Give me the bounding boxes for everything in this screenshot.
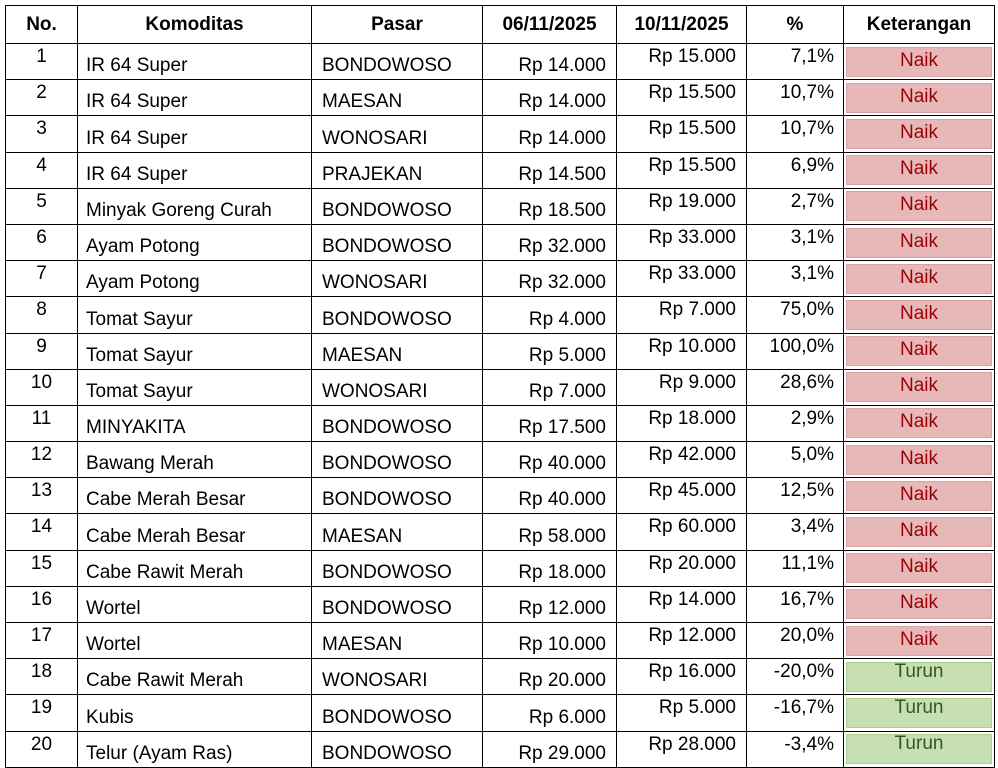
header-percent: %	[747, 6, 844, 44]
cell-pasar: BONDOWOSO	[312, 695, 483, 731]
cell-harga-10-11: Rp 15.000	[617, 44, 747, 80]
cell-no: 1	[6, 44, 78, 80]
table-row	[6, 80, 995, 116]
cell-komoditas: Kubis	[78, 695, 312, 731]
cell-pasar: WONOSARI	[312, 659, 483, 695]
cell-harga-06-11: Rp 29.000	[483, 731, 617, 767]
table-row	[6, 731, 995, 767]
cell-no: 2	[6, 80, 78, 116]
cell-komoditas: IR 64 Super	[78, 80, 312, 116]
cell-keterangan	[844, 224, 995, 260]
cell-pasar: WONOSARI	[312, 369, 483, 405]
cell-keterangan	[844, 369, 995, 405]
cell-komoditas: Wortel	[78, 623, 312, 659]
cell-pasar: BONDOWOSO	[312, 442, 483, 478]
status-badge-naik: Naik	[846, 300, 992, 330]
status-badge-naik: Naik	[846, 83, 992, 113]
header-pasar: Pasar	[312, 6, 483, 44]
cell-no: 11	[6, 405, 78, 441]
cell-harga-10-11: Rp 7.000	[617, 297, 747, 333]
status-badge-naik: Naik	[846, 481, 992, 511]
table-row	[6, 188, 995, 224]
cell-harga-10-11: Rp 14.000	[617, 586, 747, 622]
cell-komoditas: MINYAKITA	[78, 405, 312, 441]
cell-percent: 6,9%	[747, 152, 844, 188]
cell-pasar: MAESAN	[312, 80, 483, 116]
cell-percent: 11,1%	[747, 550, 844, 586]
cell-harga-10-11: Rp 20.000	[617, 550, 747, 586]
cell-keterangan	[844, 116, 995, 152]
cell-percent: 10,7%	[747, 116, 844, 152]
cell-harga-10-11: Rp 16.000	[617, 659, 747, 695]
cell-harga-10-11: Rp 18.000	[617, 405, 747, 441]
cell-pasar: BONDOWOSO	[312, 478, 483, 514]
cell-pasar: BONDOWOSO	[312, 731, 483, 767]
cell-komoditas: IR 64 Super	[78, 116, 312, 152]
cell-keterangan	[844, 152, 995, 188]
cell-percent: -20,0%	[747, 659, 844, 695]
cell-harga-06-11: Rp 14.000	[483, 80, 617, 116]
cell-percent: 75,0%	[747, 297, 844, 333]
cell-percent: 28,6%	[747, 369, 844, 405]
cell-keterangan	[844, 514, 995, 550]
header-date-1: 06/11/2025	[483, 6, 617, 44]
cell-harga-10-11: Rp 33.000	[617, 261, 747, 297]
cell-keterangan	[844, 442, 995, 478]
cell-pasar: WONOSARI	[312, 261, 483, 297]
cell-percent: 3,4%	[747, 514, 844, 550]
cell-harga-06-11: Rp 10.000	[483, 623, 617, 659]
cell-no: 10	[6, 369, 78, 405]
status-badge-turun: Turun	[846, 734, 992, 764]
table-row	[6, 44, 995, 80]
cell-keterangan	[844, 695, 995, 731]
cell-harga-06-11: Rp 14.000	[483, 44, 617, 80]
status-badge-naik: Naik	[846, 408, 992, 438]
cell-komoditas: IR 64 Super	[78, 152, 312, 188]
cell-no: 5	[6, 188, 78, 224]
cell-harga-10-11: Rp 15.500	[617, 116, 747, 152]
cell-harga-06-11: Rp 40.000	[483, 478, 617, 514]
cell-percent: -3,4%	[747, 731, 844, 767]
cell-pasar: MAESAN	[312, 623, 483, 659]
cell-percent: 20,0%	[747, 623, 844, 659]
cell-harga-06-11: Rp 14.000	[483, 116, 617, 152]
cell-no: 7	[6, 261, 78, 297]
status-badge-turun: Turun	[846, 662, 992, 692]
cell-harga-06-11: Rp 14.500	[483, 152, 617, 188]
table-row	[6, 550, 995, 586]
cell-no: 18	[6, 659, 78, 695]
table-row	[6, 405, 995, 441]
cell-harga-06-11: Rp 32.000	[483, 261, 617, 297]
table-row	[6, 333, 995, 369]
status-badge-naik: Naik	[846, 47, 992, 77]
cell-pasar: PRAJEKAN	[312, 152, 483, 188]
cell-harga-10-11: Rp 60.000	[617, 514, 747, 550]
cell-komoditas: Wortel	[78, 586, 312, 622]
cell-no: 4	[6, 152, 78, 188]
cell-percent: 5,0%	[747, 442, 844, 478]
cell-komoditas: Minyak Goreng Curah	[78, 188, 312, 224]
cell-keterangan	[844, 478, 995, 514]
cell-no: 12	[6, 442, 78, 478]
cell-keterangan	[844, 333, 995, 369]
cell-percent: 12,5%	[747, 478, 844, 514]
cell-harga-10-11: Rp 42.000	[617, 442, 747, 478]
cell-percent: -16,7%	[747, 695, 844, 731]
cell-pasar: BONDOWOSO	[312, 586, 483, 622]
cell-pasar: BONDOWOSO	[312, 405, 483, 441]
table-row	[6, 623, 995, 659]
cell-komoditas: Cabe Rawit Merah	[78, 659, 312, 695]
cell-harga-06-11: Rp 17.500	[483, 405, 617, 441]
cell-harga-06-11: Rp 40.000	[483, 442, 617, 478]
cell-percent: 3,1%	[747, 224, 844, 260]
status-badge-naik: Naik	[846, 155, 992, 185]
cell-no: 19	[6, 695, 78, 731]
table-row	[6, 297, 995, 333]
cell-keterangan	[844, 261, 995, 297]
table-row	[6, 261, 995, 297]
cell-pasar: MAESAN	[312, 514, 483, 550]
cell-pasar: MAESAN	[312, 333, 483, 369]
cell-harga-06-11: Rp 4.000	[483, 297, 617, 333]
table-row	[6, 478, 995, 514]
cell-pasar: BONDOWOSO	[312, 224, 483, 260]
status-badge-naik: Naik	[846, 372, 992, 402]
cell-harga-10-11: Rp 9.000	[617, 369, 747, 405]
cell-harga-06-11: Rp 32.000	[483, 224, 617, 260]
table-row	[6, 695, 995, 731]
cell-harga-10-11: Rp 45.000	[617, 478, 747, 514]
cell-komoditas: Tomat Sayur	[78, 333, 312, 369]
cell-harga-06-11: Rp 12.000	[483, 586, 617, 622]
header-keterangan: Keterangan	[844, 6, 995, 44]
status-badge-naik: Naik	[846, 445, 992, 475]
cell-no: 9	[6, 333, 78, 369]
cell-komoditas: Tomat Sayur	[78, 297, 312, 333]
cell-no: 6	[6, 224, 78, 260]
status-badge-naik: Naik	[846, 119, 992, 149]
cell-harga-06-11: Rp 18.500	[483, 188, 617, 224]
cell-harga-10-11: Rp 33.000	[617, 224, 747, 260]
cell-harga-06-11: Rp 6.000	[483, 695, 617, 731]
status-badge-naik: Naik	[846, 264, 992, 294]
cell-komoditas: Ayam Potong	[78, 224, 312, 260]
cell-pasar: BONDOWOSO	[312, 188, 483, 224]
status-badge-naik: Naik	[846, 626, 992, 656]
cell-percent: 2,7%	[747, 188, 844, 224]
cell-harga-10-11: Rp 5.000	[617, 695, 747, 731]
status-badge-naik: Naik	[846, 589, 992, 619]
cell-percent: 10,7%	[747, 80, 844, 116]
cell-komoditas: Telur (Ayam Ras)	[78, 731, 312, 767]
cell-keterangan	[844, 80, 995, 116]
status-badge-naik: Naik	[846, 191, 992, 221]
cell-komoditas: Cabe Merah Besar	[78, 478, 312, 514]
cell-percent: 100,0%	[747, 333, 844, 369]
cell-no: 3	[6, 116, 78, 152]
table-row	[6, 586, 995, 622]
table-row	[6, 369, 995, 405]
cell-percent: 7,1%	[747, 44, 844, 80]
cell-keterangan	[844, 405, 995, 441]
cell-no: 16	[6, 586, 78, 622]
table-row	[6, 116, 995, 152]
status-badge-turun: Turun	[846, 698, 992, 728]
cell-harga-10-11: Rp 12.000	[617, 623, 747, 659]
price-table	[5, 5, 995, 768]
cell-keterangan	[844, 586, 995, 622]
header-date-2: 10/11/2025	[617, 6, 747, 44]
cell-pasar: BONDOWOSO	[312, 44, 483, 80]
cell-komoditas: Cabe Rawit Merah	[78, 550, 312, 586]
cell-harga-06-11: Rp 5.000	[483, 333, 617, 369]
cell-keterangan	[844, 731, 995, 767]
cell-keterangan	[844, 44, 995, 80]
cell-komoditas: Bawang Merah	[78, 442, 312, 478]
cell-harga-10-11: Rp 15.500	[617, 80, 747, 116]
status-badge-naik: Naik	[846, 336, 992, 366]
cell-harga-06-11: Rp 18.000	[483, 550, 617, 586]
cell-percent: 2,9%	[747, 405, 844, 441]
table-row	[6, 224, 995, 260]
cell-harga-10-11: Rp 15.500	[617, 152, 747, 188]
cell-percent: 16,7%	[747, 586, 844, 622]
cell-percent: 3,1%	[747, 261, 844, 297]
cell-komoditas: IR 64 Super	[78, 44, 312, 80]
cell-no: 8	[6, 297, 78, 333]
table-row	[6, 152, 995, 188]
table-row	[6, 659, 995, 695]
status-badge-naik: Naik	[846, 553, 992, 583]
cell-pasar: WONOSARI	[312, 116, 483, 152]
cell-keterangan	[844, 297, 995, 333]
table-row	[6, 514, 995, 550]
status-badge-naik: Naik	[846, 228, 992, 258]
cell-keterangan	[844, 550, 995, 586]
cell-harga-06-11: Rp 58.000	[483, 514, 617, 550]
cell-keterangan	[844, 659, 995, 695]
header-row	[6, 6, 995, 44]
cell-komoditas: Cabe Merah Besar	[78, 514, 312, 550]
cell-no: 20	[6, 731, 78, 767]
cell-harga-06-11: Rp 7.000	[483, 369, 617, 405]
cell-keterangan	[844, 188, 995, 224]
cell-pasar: BONDOWOSO	[312, 297, 483, 333]
cell-no: 14	[6, 514, 78, 550]
cell-pasar: BONDOWOSO	[312, 550, 483, 586]
header-no: No.	[6, 6, 78, 44]
status-badge-naik: Naik	[846, 517, 992, 547]
cell-komoditas: Tomat Sayur	[78, 369, 312, 405]
cell-komoditas: Ayam Potong	[78, 261, 312, 297]
cell-no: 13	[6, 478, 78, 514]
table-row	[6, 442, 995, 478]
header-komoditas: Komoditas	[78, 6, 312, 44]
cell-harga-06-11: Rp 20.000	[483, 659, 617, 695]
cell-harga-10-11: Rp 10.000	[617, 333, 747, 369]
cell-keterangan	[844, 623, 995, 659]
cell-no: 15	[6, 550, 78, 586]
cell-no: 17	[6, 623, 78, 659]
cell-harga-10-11: Rp 28.000	[617, 731, 747, 767]
cell-harga-10-11: Rp 19.000	[617, 188, 747, 224]
